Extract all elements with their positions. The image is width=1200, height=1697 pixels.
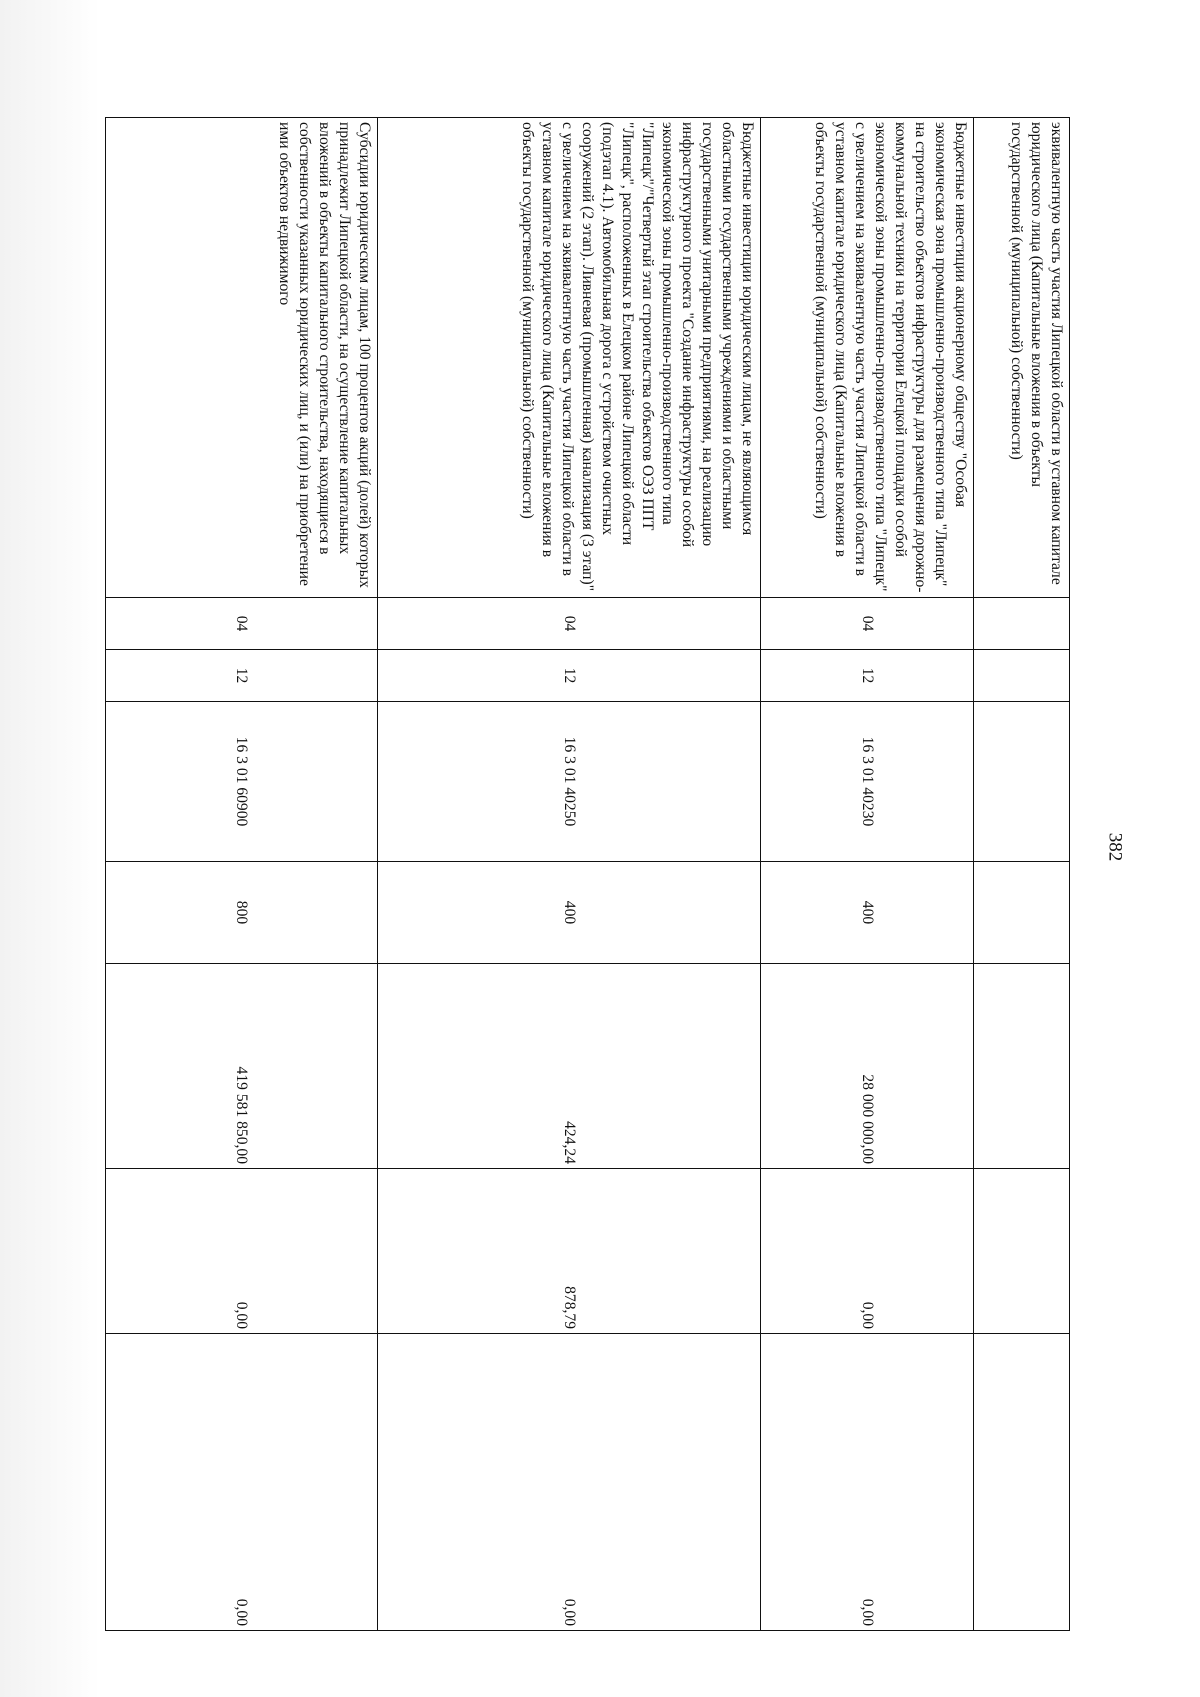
cell-amount-1: 419 581 850,00 <box>106 964 378 1169</box>
cell-section: 04 <box>378 598 761 650</box>
cell-expense-type: 400 <box>761 862 974 964</box>
cell-amount-3: 0,00 <box>761 1334 974 1631</box>
cell-section <box>974 598 1070 650</box>
cell-description: Бюджетные инвестиции юридическим лицам, не являющимся областными государственными учреждениями и областными государственными унитарными предприятиями, на реализацию инфраструктурного проекта "Создание инфраструктуры особой экономической зоны промышленно-производственного типа "Липецк"/"Четвертый этап строительства объектов ОЭЗ ППТ "Липецк", расположенных в Елецком районе Липецкой области (подэтап 4.1). Автомобильная дорога с устройством очистных сооружений (2 этап). Ливневая (промышленная) канализация (3 этап)" с увеличением на эквивалентную часть участия Липецкой области в уставном капитале юридического лица (Капитальные вложения в объекты государственной (муниципальной) собственности) <box>378 118 761 598</box>
cell-subsection: 12 <box>761 650 974 702</box>
cell-subsection <box>974 650 1070 702</box>
cell-amount-2: 0,00 <box>761 1169 974 1334</box>
cell-expense-type: 800 <box>106 862 378 964</box>
cell-target-item: 16 3 01 40230 <box>761 702 974 862</box>
page-number: 382 <box>1104 832 1126 862</box>
cell-section: 04 <box>761 598 974 650</box>
table-row <box>106 118 378 1631</box>
cell-amount-1 <box>974 964 1070 1169</box>
cell-expense-type: 400 <box>378 862 761 964</box>
cell-target-item: 16 3 01 60900 <box>106 702 378 862</box>
cell-description: эквивалентную часть участия Липецкой области в уставном капитале юридического лица (Капитальные вложения в объекты государственной (муниципальной) собственности) <box>974 118 1070 598</box>
cell-amount-2 <box>974 1169 1070 1334</box>
cell-amount-1: 424,24 <box>378 964 761 1169</box>
cell-target-item: 16 3 01 40250 <box>378 702 761 862</box>
budget-table <box>105 117 1070 1631</box>
cell-target-item <box>974 702 1070 862</box>
cell-amount-1: 28 000 000,00 <box>761 964 974 1169</box>
cell-amount-3: 0,00 <box>106 1334 378 1631</box>
cell-description: Бюджетные инвестиции акционерному обществу "Особая экономическая зона промышленно-производственного типа "Липецк" на строительство объектов инфраструктуры для размещения дорожно-коммунальной техники на территории Елецкой площадки особой экономической зоны промышленно-производственного типа "Липецк" с увеличением на эквивалентную часть участия Липецкой области в уставном капитале юридического лица (Капитальные вложения в объекты государственной (муниципальной) собственности) <box>761 118 974 598</box>
cell-amount-3 <box>974 1334 1070 1631</box>
cell-subsection: 12 <box>378 650 761 702</box>
table-row <box>974 118 1070 1631</box>
budget-table-sheet <box>106 117 1070 1630</box>
cell-amount-3: 0,00 <box>378 1334 761 1631</box>
cell-section: 04 <box>106 598 378 650</box>
cell-expense-type <box>974 862 1070 964</box>
scan-margin <box>0 0 100 1697</box>
table-row <box>378 118 761 1631</box>
cell-amount-2: 878,79 <box>378 1169 761 1334</box>
table-row <box>761 118 974 1631</box>
cell-subsection: 12 <box>106 650 378 702</box>
cell-description: Субсидии юридическим лицам, 100 процентов акций (долей) которых принадлежит Липецкой области, на осуществление капитальных вложений в объекты капитального строительства, находящиеся в собственности указанных юридических лиц, и (или) на приобретение ими объектов недвижимого <box>106 118 378 598</box>
cell-amount-2: 0,00 <box>106 1169 378 1334</box>
